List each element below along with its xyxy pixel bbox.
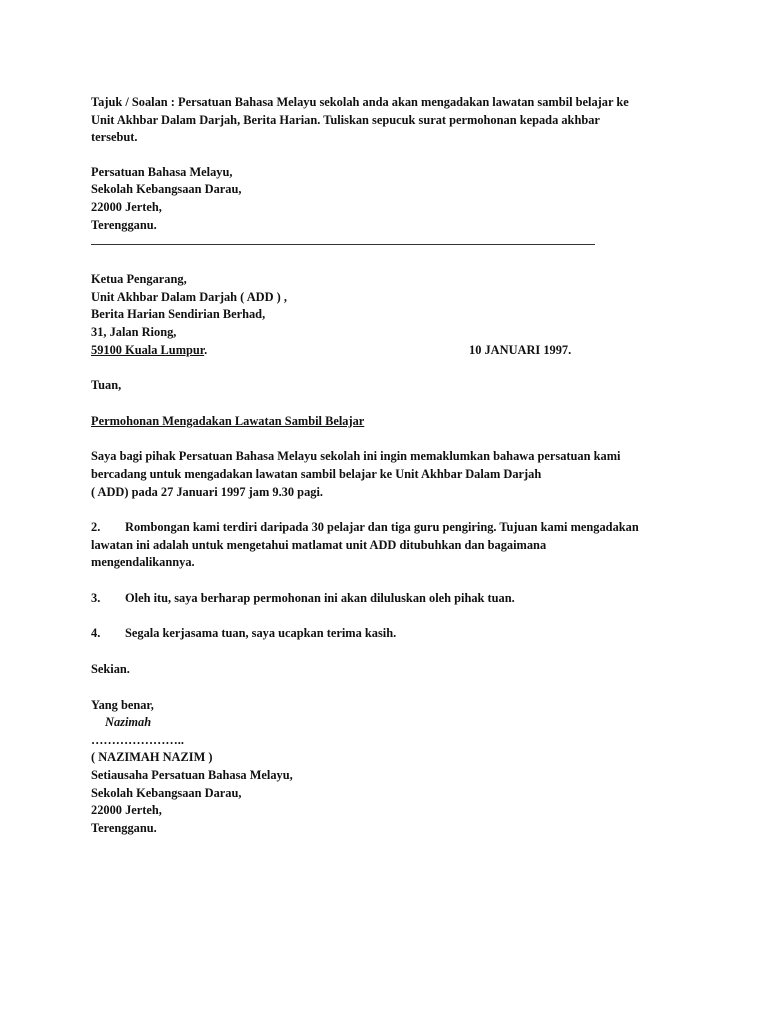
- salutation: Tuan,: [91, 378, 122, 393]
- signer-detail-line: Setiausaha Persatuan Bahasa Melayu,: [91, 768, 293, 783]
- recipient-address-line: Berita Harian Sendirian Berhad,: [91, 307, 266, 322]
- sender-address-line: 22000 Jerteh,: [91, 199, 162, 214]
- topic-line: Unit Akhbar Dalam Darjah, Berita Harian. Tuliskan sepucuk surat permohonan kepada akhbar: [91, 112, 600, 127]
- letter-subject: Permohonan Mengadakan Lawatan Sambil Belajar: [91, 413, 365, 428]
- signer-detail-line: Terengganu.: [91, 820, 157, 835]
- recipient-address-line: 31, Jalan Riong,: [91, 324, 177, 339]
- signer-name: ( NAZIMAH NAZIM ): [91, 750, 213, 765]
- paragraph-2-line: lawatan ini adalah untuk mengetahui matlamat unit ADD ditubuhkan dan bagaimana: [91, 537, 547, 552]
- sender-address-line: Persatuan Bahasa Melayu,: [91, 164, 233, 179]
- paragraph-4-text: Segala kerjasama tuan, saya ucapkan terima kasih.: [125, 626, 397, 641]
- signature-line: …………………..: [91, 732, 184, 747]
- letter-date: 10 JANUARI 1997.: [469, 342, 572, 357]
- sender-address-line: Sekolah Kebangsaan Darau,: [91, 182, 242, 197]
- paragraph-1-line: Saya bagi pihak Persatuan Bahasa Melayu sekolah ini ingin memaklumkan bahawa persatuan kami: [91, 449, 621, 464]
- recipient-city-line: 59100 Kuala Lumpur: [91, 342, 205, 357]
- topic-block: [91, 94, 691, 147]
- paragraph-2-line: Rombongan kami terdiri daripada 30 pelajar dan tiga guru pengiring. Tujuan kami mengadakan: [125, 520, 639, 535]
- recipient-address-line: Unit Akhbar Dalam Darjah ( ADD ) ,: [91, 289, 287, 304]
- recipient-city-punct: .: [204, 342, 208, 357]
- recipient-address: [91, 271, 691, 359]
- letter-page: [91, 94, 691, 837]
- closing: Sekian.: [91, 662, 130, 677]
- paragraph-3: [91, 590, 691, 608]
- signer-detail-line: 22000 Jerteh,: [91, 803, 162, 818]
- signature: Nazimah: [105, 715, 152, 730]
- sender-address-line: Terengganu.: [91, 217, 157, 232]
- recipient-date-row: [91, 342, 691, 360]
- sender-address: [91, 164, 691, 234]
- topic-line: tersebut.: [91, 130, 138, 145]
- paragraph-4-number: 4.: [91, 626, 101, 641]
- paragraph-1: [91, 448, 691, 501]
- paragraph-2-number: 2.: [91, 520, 101, 535]
- signer-detail-line: Sekolah Kebangsaan Darau,: [91, 785, 242, 800]
- signature-block: [91, 697, 691, 838]
- paragraph-1-line: ( ADD) pada 27 Januari 1997 jam 9.30 pagi.: [91, 484, 323, 499]
- paragraph-2: [91, 519, 691, 572]
- recipient-address-line: Ketua Pengarang,: [91, 272, 187, 287]
- paragraph-2-line: mengendalikannya.: [91, 555, 195, 570]
- paragraph-3-number: 3.: [91, 590, 101, 605]
- sign-off: Yang benar,: [91, 697, 154, 712]
- topic-line: Tajuk / Soalan : Persatuan Bahasa Melayu sekolah anda akan mengadakan lawatan sambil belajar ke: [91, 95, 629, 109]
- paragraph-3-text: Oleh itu, saya berharap permohonan ini akan diluluskan oleh pihak tuan.: [125, 590, 515, 605]
- paragraph-1-line: bercadang untuk mengadakan lawatan sambil belajar ke Unit Akhbar Dalam Darjah: [91, 466, 542, 481]
- paragraph-4: [91, 625, 691, 643]
